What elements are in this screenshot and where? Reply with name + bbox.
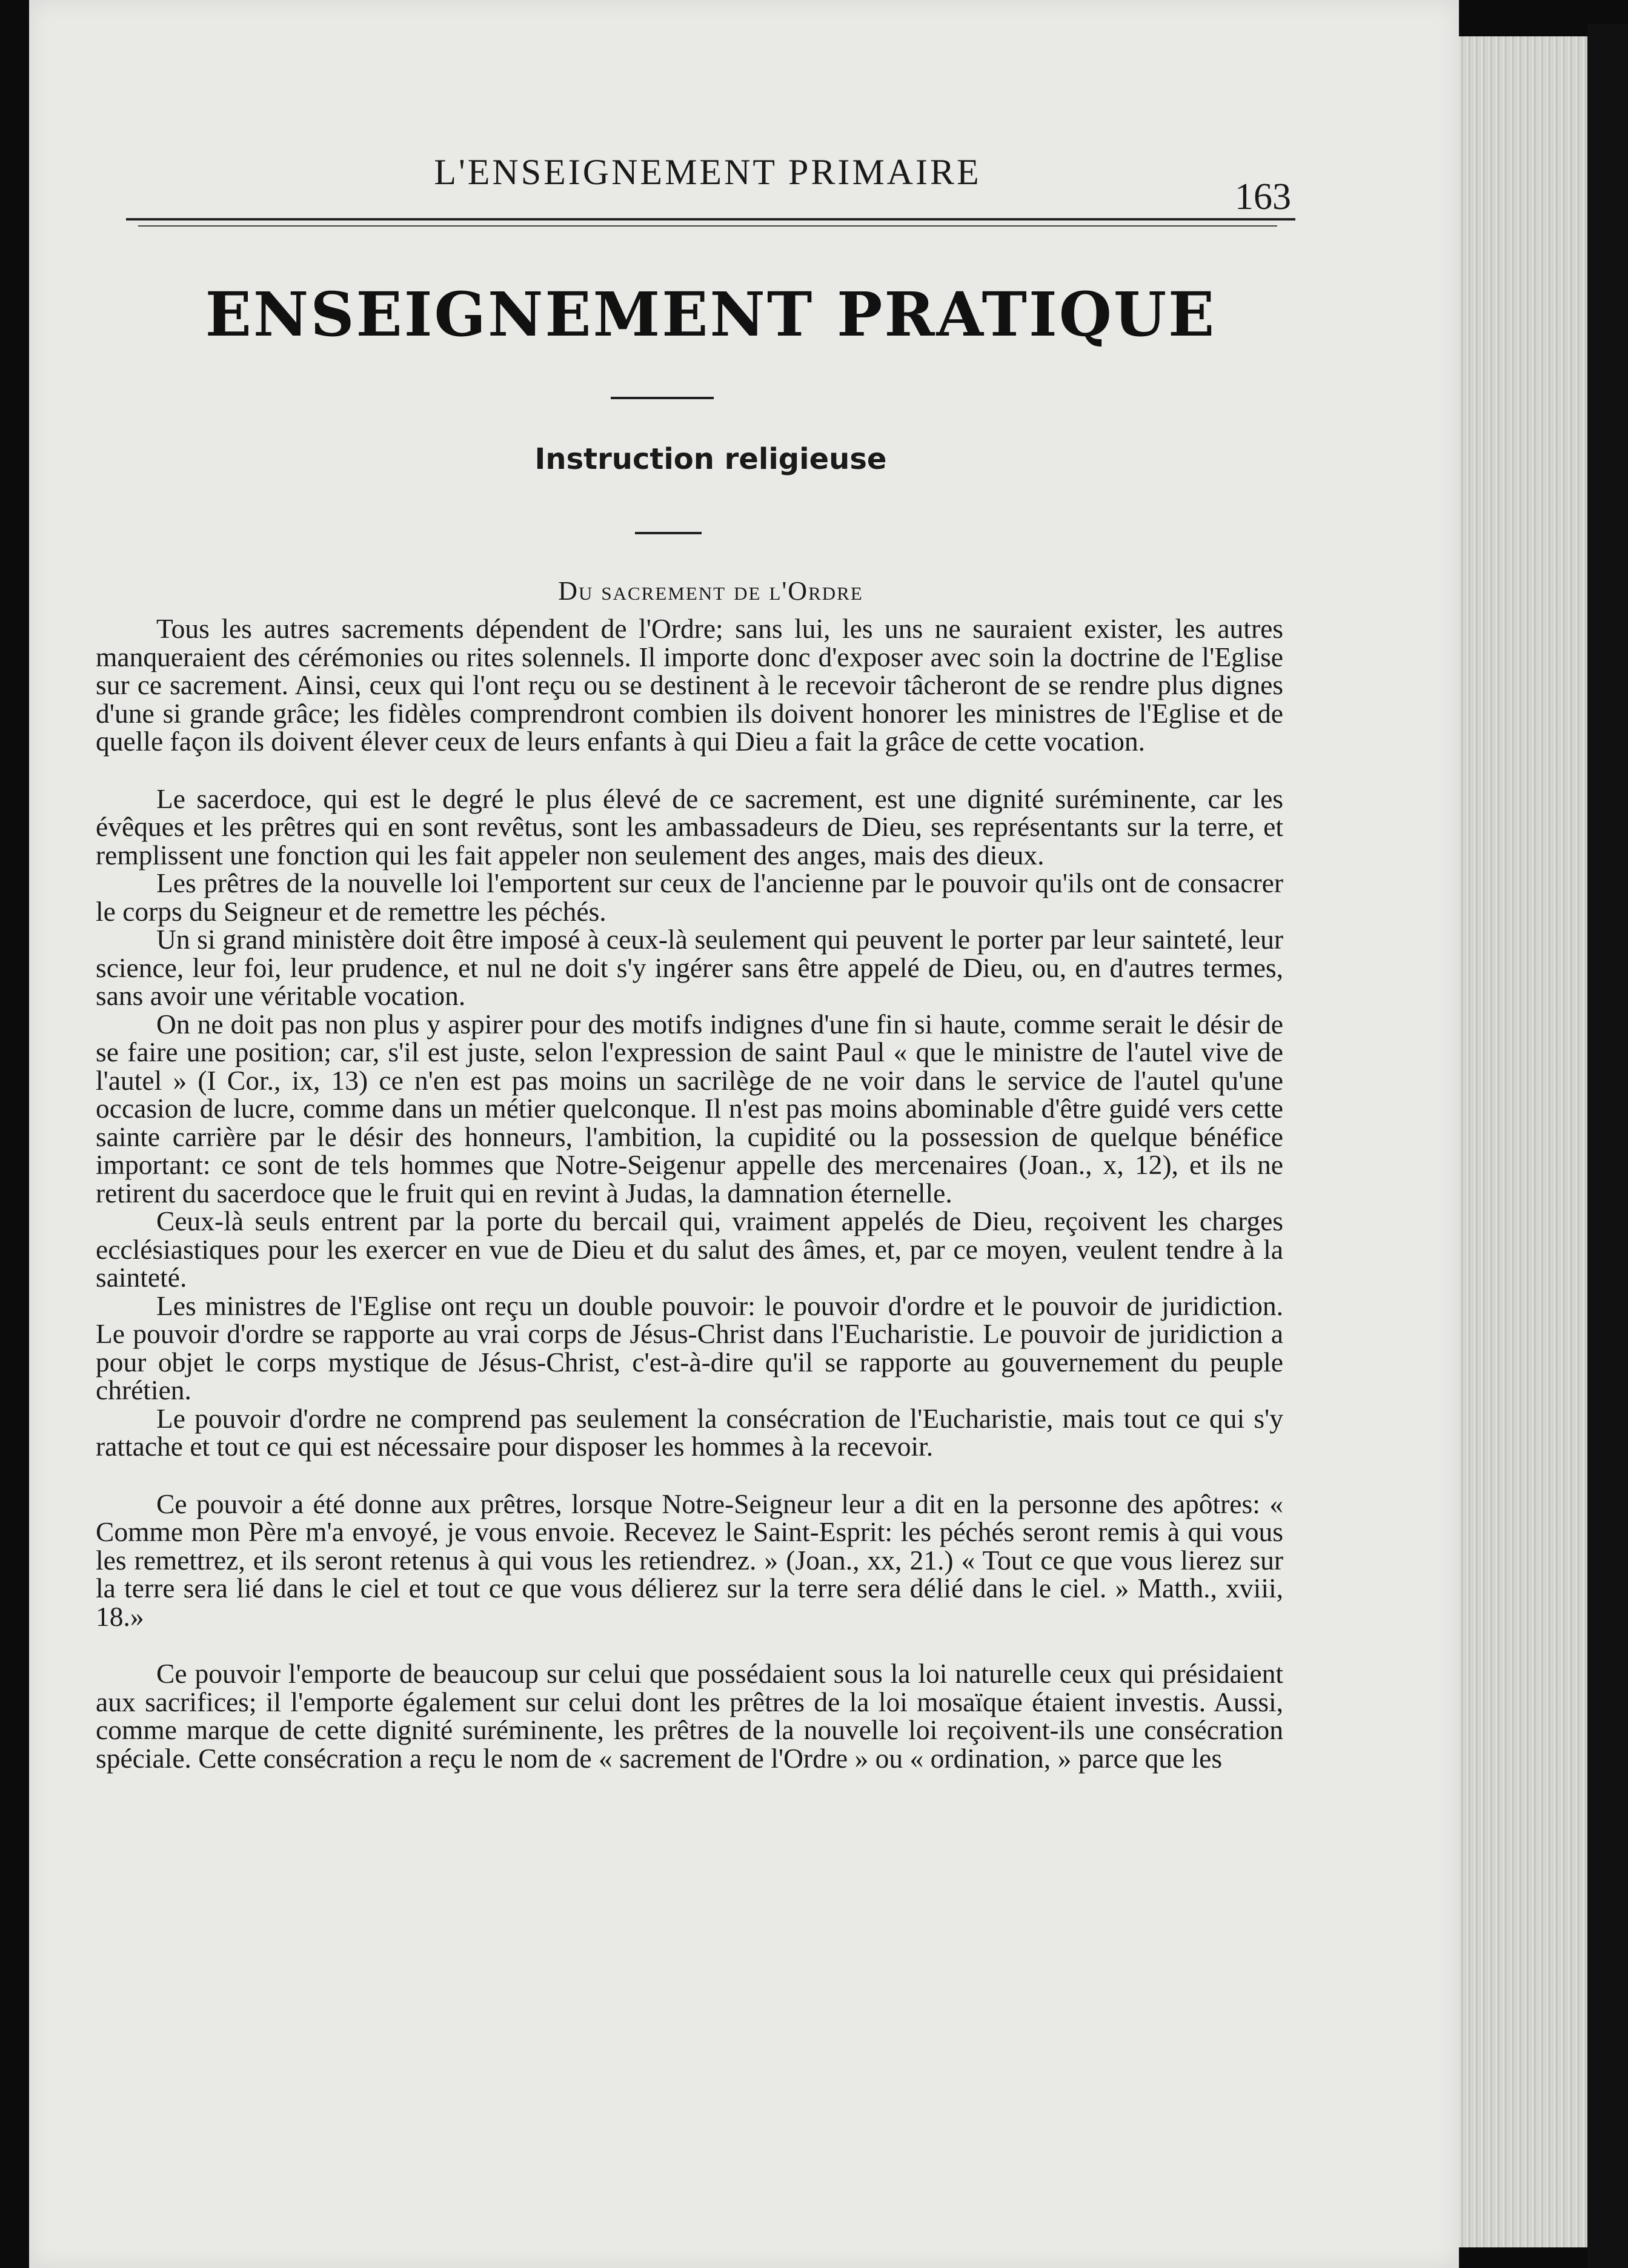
paragraph: Ce pouvoir a été donne aux prêtres, lorsque Notre-Seigneur leur a dit en la personne des apôtres: « Comme mon Père m'a envoyé, je vous envoie. Recevez le Saint-Esprit: les péchés seront remis à qui vous les remettrez, et ils seront retenus à qui vous les retiendrez. » (Joan., xx, 21.) « Tout ce que vous lierez sur la terre sera lié dans le ciel et tout ce que vous délierez sur la terre sera délié dans le ciel. » Matth., xviii, 18.» (96, 1488, 1283, 1632)
paragraph: Ce pouvoir l'emporte de beaucoup sur celui que possédaient sous la loi naturelle ceux qui présidaient aux sacrifices; il l'emporte également sur celui dont les prêtres de la loi mosaïque étaient investis. Aussi, comme marque de cette dignité suréminente, les prêtres de la nouvelle loi reçoivent-ils une consécration spéciale. Cette consécration a reçu le nom de « sacrement de l'Ordre » ou « ordination, » parce que les (96, 1658, 1283, 1774)
paragraph: On ne doit pas non plus y aspirer pour des motifs indignes d'une fin si haute, comme serait le désir de se faire une position; car, s'il est juste, selon l'expression de saint Paul « que le ministre de l'autel vive de l'autel » (I Cor., ix, 13) ce n'en est pas moins un sacrilège de ne voir dans le service de l'autel qu'une occasion de lucre, comme dans un métier quelconque. Il n'est pas moins abominable d'être guidé vers cette sainte carrière par le désir des honneurs, l'ambition, la cupidité ou la possession de quelque bénéfice important: ce sont de tels hommes que Notre-Seigenur appelle des mercenaires (Joan., x, 12), et ils ne retirent du sacerdoce que le fruit qui en revint à Judas, la damnation éternelle. (96, 1008, 1283, 1209)
paragraph: Les ministres de l'Eglise ont reçu un double pouvoir: le pouvoir d'ordre et le pouvoir de juridiction. Le pouvoir d'ordre se rapporte au vrai corps de Jésus-Christ dans l'Eucharistie. Le pouvoir de juridiction a pour objet le corps mystique de Jésus-Christ, c'est-à-dire qu'il se rapporte au gouvernement du peuple chrétien. (96, 1290, 1283, 1405)
paragraph: Le pouvoir d'ordre ne comprend pas seulement la consécration de l'Eucharistie, mais tout ce qui s'y rattache et tout ce qui est nécessaire pour disposer les hommes à la recevoir. (96, 1402, 1283, 1462)
book-page (29, 0, 1459, 2268)
section-title: Du sacrement de l'Ordre (558, 576, 863, 606)
scan-dark-border (1587, 24, 1628, 2268)
main-title: ENSEIGNEMENT PRATIQUE (205, 279, 1217, 350)
running-title: L'ENSEIGNEMENT PRIMAIRE (434, 152, 982, 192)
subtitle: Instruction religieuse (534, 442, 887, 476)
paragraph: Ceux-là seuls entrent par la porte du bercail qui, vraiment appelés de Dieu, reçoivent les charges ecclésiastiques pour les exercer en vue de Dieu et du salut des âmes, et, par ce moyen, veulent tendre à la sainteté. (96, 1205, 1283, 1293)
body-text (96, 615, 1283, 1772)
paragraph: Les prêtres de la nouvelle loi l'emportent sur ceux de l'ancienne par le pouvoir qu'ils ont de consacrer le corps du Seigneur et de remettre les péchés. (96, 867, 1283, 927)
header-rule-thin (138, 225, 1277, 227)
paragraph: Le sacerdoce, qui est le degré le plus élevé de ce sacrement, est une dignité suréminente, car les évêques et les prêtres qui en sont revêtus, sont les ambassadeurs de Dieu, ses représentants sur la terre, et remplissent une fonction qui les fait appeler non seulement des anges, mais des dieux. (96, 783, 1283, 870)
page-number: 163 (1235, 176, 1291, 217)
paragraph: Un si grand ministère doit être imposé à ceux-là seulement qui peuvent le porter par leur sainteté, leur science, leur foi, leur prudence, et nul ne doit s'y ingérer sans être appelé de Dieu, ou, en d'autres termes, sans avoir une véritable vocation. (96, 924, 1283, 1011)
title-divider (611, 397, 714, 399)
subtitle-divider (635, 532, 702, 534)
header-rule (126, 218, 1295, 220)
paragraph: Tous les autres sacrements dépendent de l'Ordre; sans lui, les uns ne sauraient exister, les autres manqueraient des cérémonies ou rites solennels. Il importe donc d'exposer avec soin la doctrine de l'Eglise sur ce sacrement. Ainsi, ceux qui l'ont reçu ou se destinent à le recevoir tâcheront de se rendre plus dignes d'une si grande grâce; les fidèles comprendront combien ils doivent honorer les ministres de l'Eglise et de quelle façon ils doivent élever ceux de leurs enfants à qui Dieu a fait la grâce de cette vocation. (96, 613, 1283, 757)
